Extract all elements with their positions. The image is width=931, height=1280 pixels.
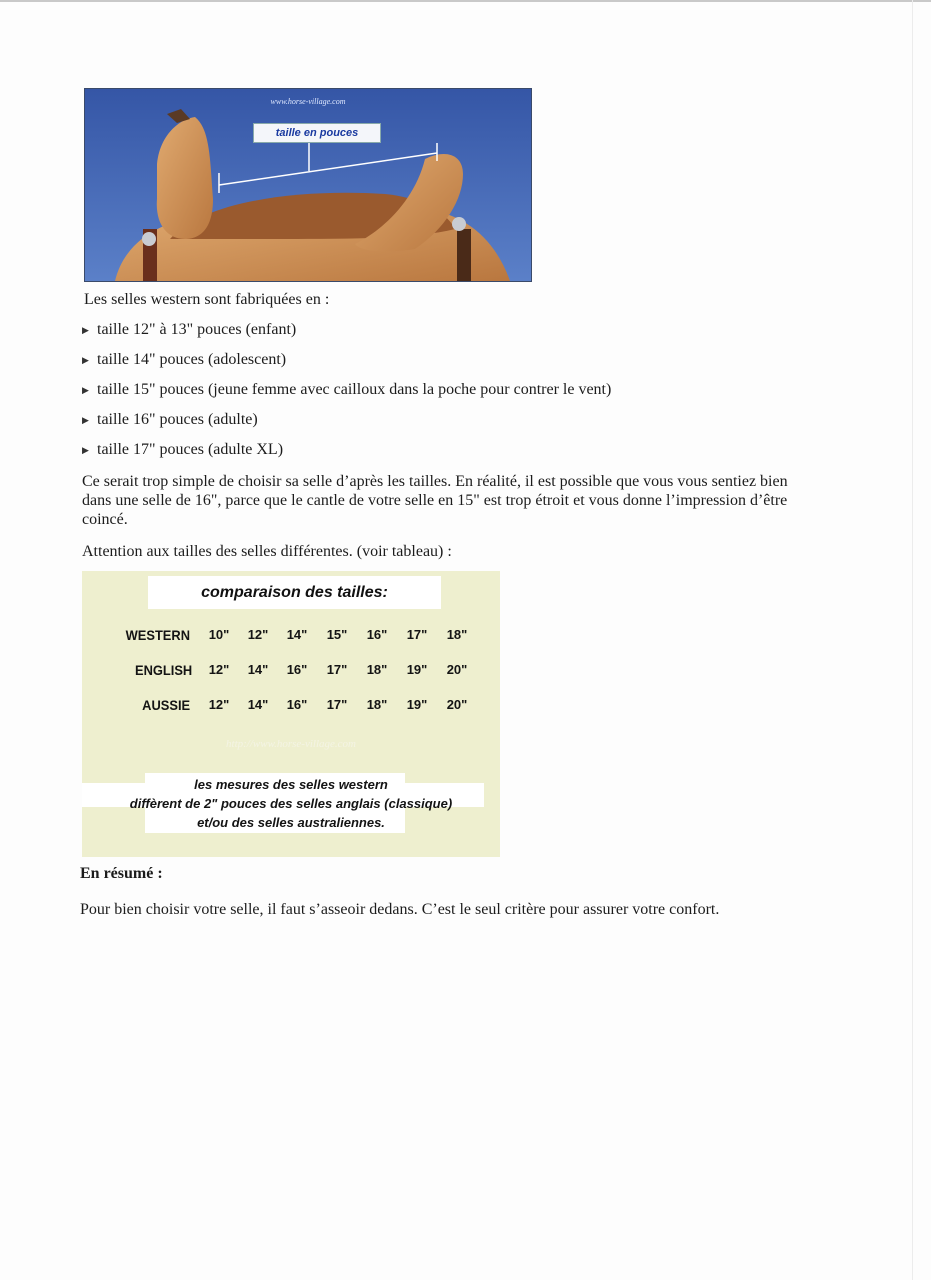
table-cell: 18" [366,662,388,677]
bullet-triangle-icon: ▶ [82,445,89,455]
row-label: ENGLISH [134,662,192,678]
list-item: ▶ taille 15" pouces (jeune femme avec cailloux dans la poche pour contrer le vent) [82,380,611,410]
photo-url-watermark: www.horse-village.com [270,97,346,106]
table-cell: 14" [247,697,269,712]
table-cell: 20" [446,662,468,677]
table-cell: 10" [208,627,230,642]
summary-heading: En résumé : [80,865,163,882]
table-cell: 12" [208,662,230,677]
list-item: ▶ taille 12" à 13" pouces (enfant) [82,320,611,350]
note-line: les mesures des selles western [194,777,388,792]
size-list [82,320,611,470]
row-label: WESTERN [125,627,190,643]
bullet-triangle-icon: ▶ [82,325,89,335]
table-cell: 18" [446,627,468,642]
table-cell: 19" [406,662,428,677]
note-line: et/ou des selles australiennes. [197,815,385,830]
table-row [82,624,500,646]
table-row [82,694,500,716]
bullet-triangle-icon: ▶ [82,385,89,395]
table-cell: 16" [286,662,308,677]
table-cell: 14" [247,662,269,677]
bullet-triangle-icon: ▶ [82,415,89,425]
summary-text: Pour bien choisir votre selle, il faut s’asseoir dedans. C’est le seul critère pour assurer votre confort. [80,901,720,918]
intro-text: Les selles western sont fabriquées en : [84,291,330,308]
bullet-triangle-icon: ▶ [82,355,89,365]
table-cell: 12" [247,627,269,642]
table-cell: 18" [366,697,388,712]
table-cell: 12" [208,697,230,712]
size-comparison-table [82,571,500,857]
table-cell: 17" [406,627,428,642]
page-top-edge [0,0,931,2]
table-url-watermark: http://www.horse-village.com [226,738,356,750]
table-cell: 16" [366,627,388,642]
photo-size-label: taille en pouces [253,123,381,143]
table-cell: 17" [326,697,348,712]
table-row [82,659,500,681]
explanation-paragraph: Ce serait trop simple de choisir sa selle d’après les tailles. En réalité, il est possible que vous vous sentiez bien dans une selle de 16", parce que le cantle de votre selle en 15" est trop étroit et vous donne l’impression d’être coincé. [82,473,788,528]
attention-text: Attention aux tailles des selles différentes. (voir tableau) : [82,543,452,560]
table-cell: 19" [406,697,428,712]
note-line: diffèrent de 2" pouces des selles anglais (classique) [129,796,453,811]
list-item: ▶ taille 16" pouces (adulte) [82,410,611,440]
table-cell: 14" [286,627,308,642]
table-cell: 17" [326,662,348,677]
list-item: ▶ taille 14" pouces (adolescent) [82,350,611,380]
list-item: ▶ taille 17" pouces (adulte XL) [82,440,611,470]
table-cell: 20" [446,697,468,712]
table-cell: 15" [326,627,348,642]
table-cell: 16" [286,697,308,712]
comparison-title: comparaison des tailles: [148,576,441,609]
saddle-photo [84,88,532,282]
comparison-note [82,775,500,832]
row-label: AUSSIE [142,697,190,713]
saddle-illustration [85,89,531,281]
page-right-edge [912,0,913,1280]
